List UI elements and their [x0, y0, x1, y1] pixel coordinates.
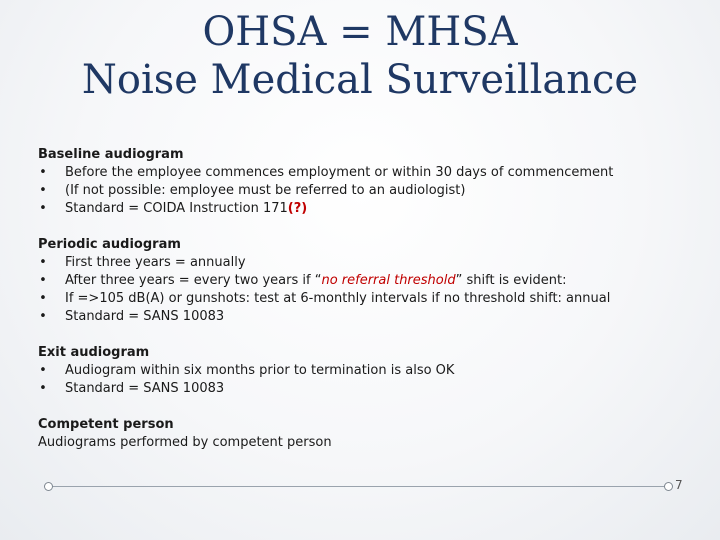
bullet-item — [38, 200, 698, 218]
bullet-text: Audiogram within six months prior to termination is also OK — [65, 363, 455, 378]
bullet-icon: • — [39, 165, 47, 180]
bullet-item — [38, 380, 698, 398]
competent-heading: Competent person — [38, 417, 174, 432]
exit-heading: Exit audiogram — [38, 345, 150, 360]
periodic-section — [38, 236, 698, 326]
bullet-text: If =>105 dB(A) or gunshots: test at 6-monthly intervals if no threshold shift: annual — [65, 291, 611, 306]
bullet-icon: • — [39, 255, 47, 270]
title-line-1: OHSA = MHSA — [202, 9, 518, 55]
competent-section — [38, 416, 698, 452]
exit-section — [38, 344, 698, 398]
bullet-text: Standard = SANS 10083 — [65, 309, 225, 324]
periodic-heading: Periodic audiogram — [38, 237, 181, 252]
bullet-item — [38, 362, 698, 380]
bullet-item — [38, 254, 698, 272]
no-referral-threshold-emphasis: no referral threshold — [321, 273, 456, 288]
bullet-text: After three years = every two years if “ — [65, 273, 322, 288]
slide-title — [0, 8, 720, 104]
bullet-text: (If not possible: employee must be referred to an audiologist) — [65, 183, 466, 198]
bullet-item — [38, 164, 698, 182]
bullet-icon: • — [39, 309, 47, 324]
footer-left-dot-icon — [44, 482, 53, 491]
bullet-text-tail: shift is evident: — [462, 273, 567, 288]
bullet-text: Before the employee commences employment or within 30 days of commencement — [65, 165, 614, 180]
bullet-text: Standard = COIDA Instruction 171 — [65, 201, 288, 216]
baseline-section — [38, 146, 698, 218]
bullet-icon: • — [39, 381, 47, 396]
footer-divider — [44, 486, 670, 487]
footer-right-dot-icon — [664, 482, 673, 491]
title-line-2: Noise Medical Surveillance — [81, 57, 639, 103]
competent-text: Audiograms performed by competent person — [38, 435, 332, 450]
question-mark-note: (?) — [287, 201, 308, 216]
page-number: 7 — [675, 478, 683, 492]
closing-quote: ” — [455, 273, 463, 288]
bullet-icon: • — [39, 273, 47, 288]
bullet-text: Standard = SANS 10083 — [65, 381, 225, 396]
bullet-item — [38, 290, 698, 308]
bullet-icon: • — [39, 201, 47, 216]
bullet-item — [38, 182, 698, 200]
bullet-text: First three years = annually — [65, 255, 246, 270]
bullet-icon: • — [39, 291, 47, 306]
baseline-heading: Baseline audiogram — [38, 147, 184, 162]
bullet-item — [38, 308, 698, 326]
bullet-icon: • — [39, 363, 47, 378]
bullet-icon: • — [39, 183, 47, 198]
bullet-item — [38, 272, 698, 290]
slide-body — [38, 146, 698, 470]
